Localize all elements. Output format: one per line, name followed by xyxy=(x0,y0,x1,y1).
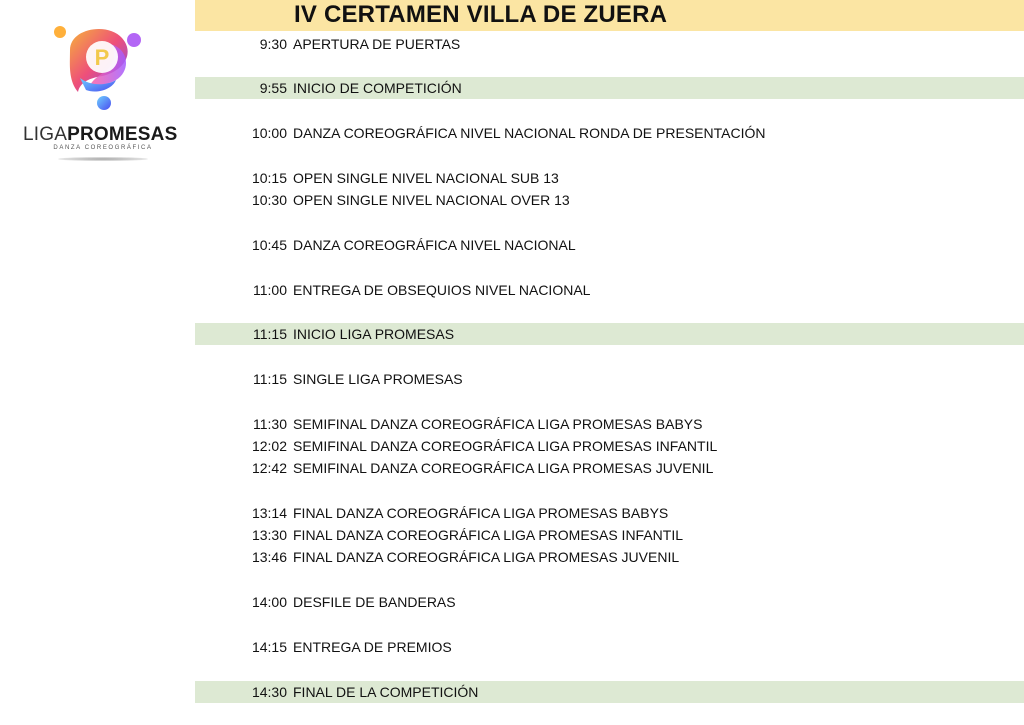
schedule-row xyxy=(195,189,1024,211)
schedule-time: 9:30 xyxy=(259,36,287,52)
schedule-row xyxy=(195,279,1024,301)
svg-text:P: P xyxy=(94,45,110,70)
schedule-label: OPEN SINGLE NIVEL NACIONAL SUB 13 xyxy=(293,170,559,186)
schedule-row xyxy=(195,636,1024,658)
liga-promesas-p-logo-icon xyxy=(50,20,150,112)
schedule-row-highlight xyxy=(195,77,1024,99)
schedule-time: 10:45 xyxy=(251,237,287,253)
schedule-time: 14:00 xyxy=(251,594,287,610)
schedule-row xyxy=(195,457,1024,479)
schedule-label: DESFILE DE BANDERAS xyxy=(293,594,456,610)
logo-subtitle: DANZA COREOGRÁFICA xyxy=(53,145,153,151)
schedule-row-highlight xyxy=(195,323,1024,345)
schedule-label: FINAL DANZA COREOGRÁFICA LIGA PROMESAS JUVENIL xyxy=(293,549,680,565)
schedule-time: 11:15 xyxy=(253,371,287,387)
schedule-label: FINAL DANZA COREOGRÁFICA LIGA PROMESAS INFANTIL xyxy=(293,527,684,543)
schedule-time: 10:30 xyxy=(251,192,287,208)
schedule-row xyxy=(195,546,1024,568)
schedule-label: SEMIFINAL DANZA COREOGRÁFICA LIGA PROMESAS JUVENIL xyxy=(293,460,714,476)
schedule-time: 13:46 xyxy=(251,549,287,565)
schedule-label: ENTREGA DE PREMIOS xyxy=(293,639,452,655)
title-band xyxy=(195,0,1024,31)
schedule-row xyxy=(195,122,1024,144)
schedule-time: 11:00 xyxy=(253,282,287,298)
logo-wordmark: LIGAPROMESAS xyxy=(23,124,178,145)
schedule-label: DANZA COREOGRÁFICA NIVEL NACIONAL xyxy=(293,237,576,253)
schedule-row xyxy=(195,368,1024,390)
schedule-label: SINGLE LIGA PROMESAS xyxy=(293,371,463,387)
schedule-label: APERTURA DE PUERTAS xyxy=(293,36,461,52)
schedule-row xyxy=(195,591,1024,613)
schedule-time: 11:30 xyxy=(253,416,287,432)
page-title: IV CERTAMEN VILLA DE ZUERA xyxy=(294,1,668,28)
schedule-label: OPEN SINGLE NIVEL NACIONAL OVER 13 xyxy=(293,192,570,208)
schedule-label: INICIO DE COMPETICIÓN xyxy=(293,80,462,96)
schedule-time: 12:42 xyxy=(251,460,287,476)
liga-promesas-logo xyxy=(18,20,180,170)
schedule-label: DANZA COREOGRÁFICA NIVEL NACIONAL RONDA DE PRESENTACIÓN xyxy=(293,125,766,141)
schedule-row xyxy=(195,234,1024,256)
schedule-label: SEMIFINAL DANZA COREOGRÁFICA LIGA PROMESAS INFANTIL xyxy=(293,438,718,454)
logo-shadow xyxy=(58,157,148,161)
schedule-label: ENTREGA DE OBSEQUIOS NIVEL NACIONAL xyxy=(293,282,591,298)
schedule-label: FINAL DE LA COMPETICIÓN xyxy=(293,684,479,700)
schedule-label: FINAL DANZA COREOGRÁFICA LIGA PROMESAS BABYS xyxy=(293,505,669,521)
schedule-row xyxy=(195,167,1024,189)
schedule-time: 14:15 xyxy=(251,639,287,655)
schedule-time: 10:00 xyxy=(251,125,287,141)
schedule-row xyxy=(195,435,1024,457)
schedule-row xyxy=(195,413,1024,435)
schedule-time: 14:30 xyxy=(251,684,287,700)
schedule-row xyxy=(195,502,1024,524)
schedule-time: 10:15 xyxy=(251,170,287,186)
schedule-time: 13:30 xyxy=(251,527,287,543)
schedule-time: 13:14 xyxy=(251,505,287,521)
schedule-row xyxy=(195,524,1024,546)
schedule-time: 9:55 xyxy=(259,80,287,96)
schedule-time: 12:02 xyxy=(251,438,287,454)
schedule-label: SEMIFINAL DANZA COREOGRÁFICA LIGA PROMESAS BABYS xyxy=(293,416,703,432)
schedule-label: INICIO LIGA PROMESAS xyxy=(293,326,455,342)
schedule-time: 11:15 xyxy=(253,326,287,342)
schedule-row-highlight xyxy=(195,681,1024,703)
schedule-row xyxy=(195,33,1024,55)
